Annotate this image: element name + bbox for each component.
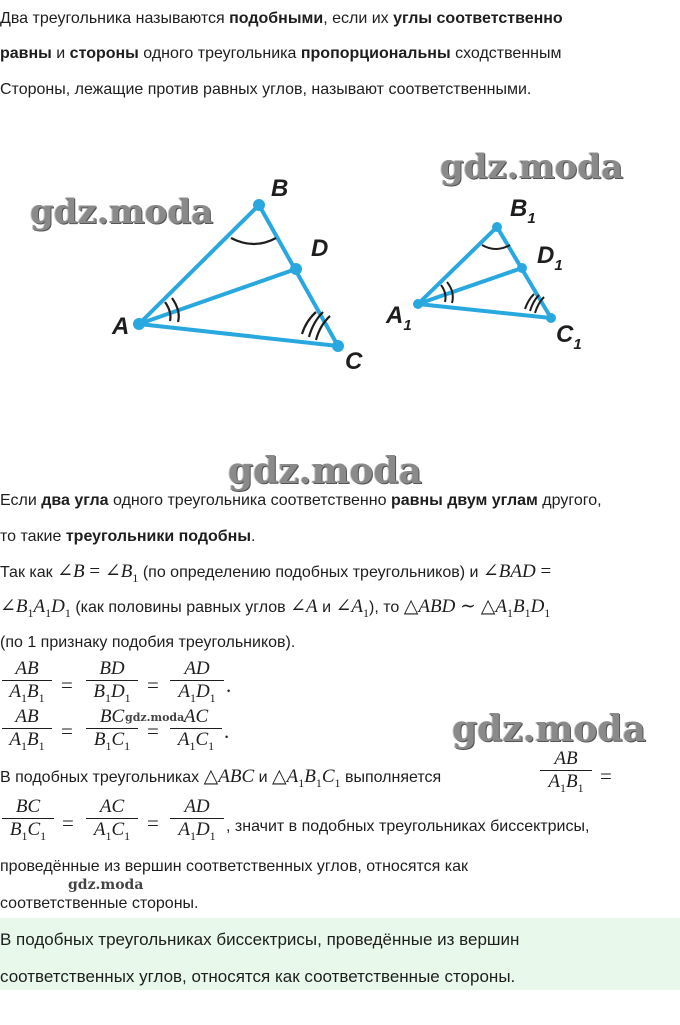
term-angles: углы соответственно [393, 10, 563, 27]
formula: $\angle A_1$ [335, 596, 370, 620]
formula: △ABD ∼ $\triangle A_1B_1D_1$ [403, 596, 551, 620]
formula: $\triangle A_1B_1C_1$ [271, 766, 341, 790]
label-d: D [311, 235, 329, 262]
text: ), то [369, 599, 404, 616]
highlight-line-2: соответственных углов, относятся как соответственные стороны. [0, 967, 516, 986]
criterion-line-1 [0, 491, 602, 511]
text: , если их [323, 10, 394, 27]
fraction: AD $A_1D_1$ [170, 796, 224, 847]
text: выполняется [340, 769, 442, 786]
label-d1: $D_1$ [537, 242, 563, 274]
text: одного треугольника [138, 45, 301, 62]
label-b: B [271, 175, 289, 202]
triangle-a1b1c1 [418, 227, 551, 318]
watermark-small: gdz.moda [68, 877, 144, 893]
intro-line-1 [0, 9, 563, 29]
text: . [251, 528, 256, 545]
term-proportional: пропорциональны [300, 45, 451, 62]
formula: △ABC [203, 766, 255, 787]
conclusion-line-3: проведённые из вершин соответственных углов, относятся как [0, 858, 468, 875]
text: В подобных треугольниках [0, 769, 204, 786]
formula: $\angle B_1A_1D_1$ [0, 596, 71, 620]
similar-triangles-figure [0, 150, 680, 390]
intro-line-3: Стороны, лежащие против равных углов, называют соответственными. [0, 81, 532, 98]
fraction: AB $A_1B_1$ [2, 706, 52, 757]
period: . [226, 673, 232, 697]
equals-sign: = [61, 719, 73, 743]
formula: ∠B = $\angle B_1$ [57, 561, 139, 585]
period: . [224, 719, 230, 743]
criterion-line-2 [0, 527, 255, 547]
triangle-abc [139, 205, 338, 346]
term-sides: стороны [69, 45, 139, 62]
label-a: A [112, 313, 130, 340]
text: то такие [0, 528, 66, 545]
formula: ∠BAD = [482, 561, 552, 582]
highlight-line-1: В подобных треугольниках биссектрисы, проведённые из вершин [0, 930, 520, 949]
watermark-logo: gdz.moda [452, 708, 646, 750]
watermark-logo: gdz.moda [440, 147, 624, 187]
intro-line-2 [0, 44, 562, 64]
equals-sign: = [147, 811, 159, 835]
label-b1: $B_1$ [510, 195, 536, 227]
term-equal-two-angles: равны двум углам [390, 492, 538, 509]
fraction: AB $A_1B_1$ [540, 748, 592, 799]
proof-line-3: (по 1 признаку подобия треугольников). [0, 634, 296, 651]
text: одного треугольника соответственно [108, 492, 391, 509]
text: Если [0, 492, 42, 509]
text: (по определению подобных треугольников) и [142, 564, 483, 581]
fraction: BC $B_1C_1$ [86, 706, 138, 757]
fraction: AB $A_1B_1$ [2, 658, 52, 709]
watermark-small: gdz.moda [125, 711, 185, 724]
equals-sign: = [600, 764, 612, 788]
equals-sign: = [147, 719, 159, 743]
text: и [254, 769, 272, 786]
fraction: AC $A_1C_1$ [86, 796, 138, 847]
term-two-angles: два угла [41, 492, 109, 509]
proof-line-1 [0, 562, 551, 588]
label-c1: $C_1$ [556, 321, 582, 353]
text: и [317, 599, 336, 616]
text: Два треугольника называются [0, 10, 230, 27]
text: другого, [537, 492, 602, 509]
text: и [51, 45, 70, 62]
fraction: AD $A_1D_1$ [170, 658, 224, 709]
fraction: BD $B_1D_1$ [86, 658, 138, 709]
term-similar-triangles: треугольники подобны [65, 528, 252, 545]
text: Так как [0, 564, 58, 581]
text: сходственным [450, 45, 562, 62]
fraction: AC $A_1C_1$ [170, 706, 222, 757]
fraction: BC $B_1C_1$ [2, 796, 54, 847]
label-a1: $A_1$ [386, 302, 412, 334]
term-similar: подобными [229, 10, 324, 27]
watermark-logo: gdz.moda [228, 450, 422, 492]
formula: ∠A [290, 596, 318, 617]
proof-line-2 [0, 597, 550, 623]
term-equal: равны [0, 45, 52, 62]
equals-sign: = [61, 673, 73, 697]
conclusion-line-4: соответственные стороны. [0, 895, 199, 912]
watermark-logo: gdz.moda [30, 192, 214, 232]
label-c: C [345, 348, 363, 375]
equals-sign: = [62, 811, 74, 835]
equals-sign: = [147, 673, 159, 697]
text: (как половины равных углов [75, 599, 291, 616]
conclusion-line-2: , значит в подобных треугольниках биссектрисы, [226, 818, 590, 835]
conclusion-line-1 [0, 767, 441, 793]
